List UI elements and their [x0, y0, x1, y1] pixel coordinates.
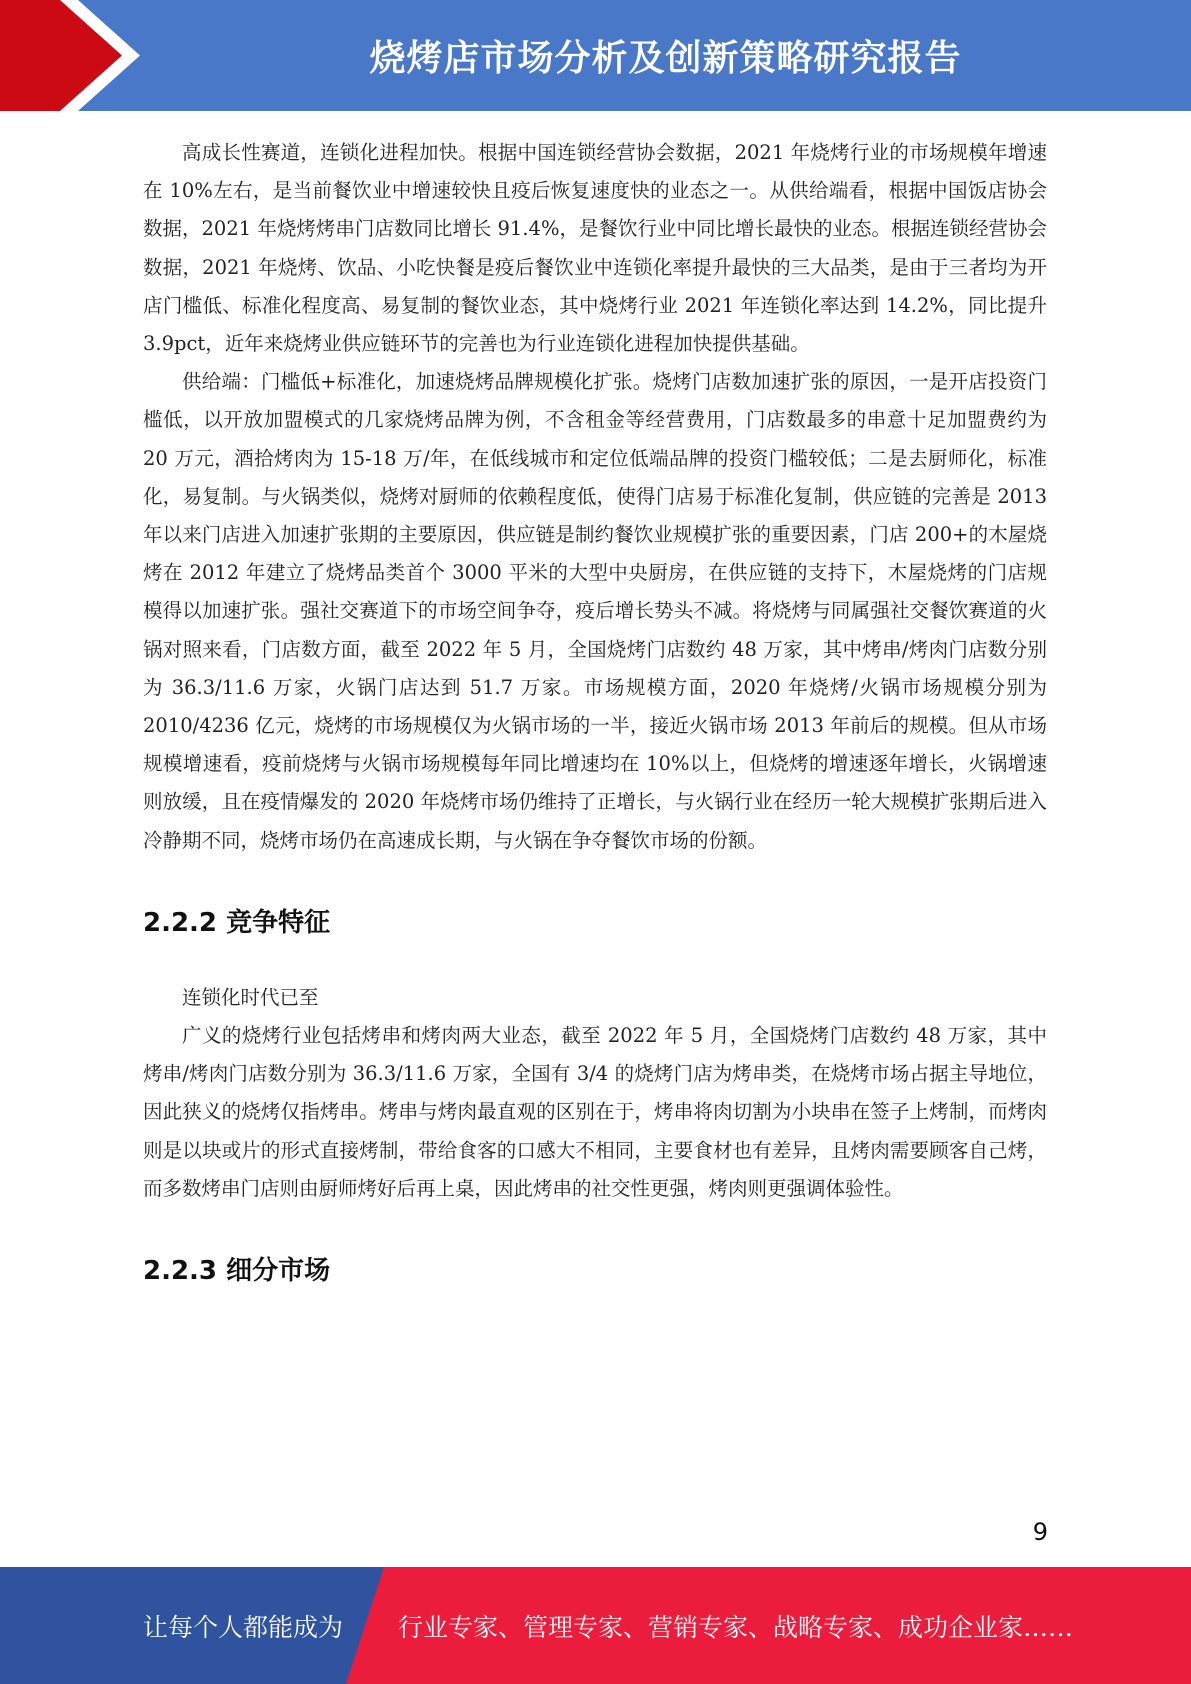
- section-heading-competition: 2.2.2 竞争特征: [143, 907, 331, 938]
- page-number: 9: [1032, 1518, 1048, 1546]
- page-header: [0, 0, 1191, 111]
- report-title: 烧烤店市场分析及创新策略研究报告: [369, 38, 962, 79]
- header-chevron-decoration: [0, 0, 160, 111]
- footer-slogan-left: 让每个人都能成为: [143, 1612, 344, 1642]
- paragraph-chain-era: 连锁化时代已至: [182, 985, 319, 1009]
- paragraph-broad-bbq: 广义的烧烤行业包括烤串和烤肉两大业态，截至 2022 年 5 月，全国烧烤门店数约 48 万家，其中烤串/烤肉门店数分别为 36.3/11.6 万家，全国有 3/4 的烧烤门店为烤串类，在烧烤市场占据主导地位，因此狭义的烧烤仅指烤串。烤串与烤肉最直观的区别在于，烤串将肉切割为小块串在签子上烤制，而烤肉则是以块或片的形式直接烤制，带给食客的口感大不相同，主要食材也有差异，且烤肉需要顾客自己烤，而多数烤串门店则由厨师烤好后再上桌，因此烤串的社交性更强，烤肉则更强调体验性。: [143, 1024, 1047, 1200]
- page-footer: [0, 1567, 1191, 1684]
- paragraph-supply-side: 供给端：门槛低+标准化，加速烧烤品牌规模化扩张。烧烤门店数加速扩张的原因，一是开店投资门槛低，以开放加盟模式的几家烧烤品牌为例，不含租金等经营费用，门店数最多的串意十足加盟费约为 20 万元，酒拾烤肉为 15-18 万/年，在低线城市和定位低端品牌的投资门槛较低；二是去厨师化，标准化，易复制。与火锅类似，烧烤对厨师的依赖程度低，使得门店易于标准化复制，供应链的完善是 2013 年以来门店进入加速扩张期的主要原因，供应链是制约餐饮业规模扩张的重要因素，门店 200+的木屋烧烤在 2012 年建立了烧烤品类首个 3000 平米的大型中央厨房，在供应链的支持下，木屋烧烤的门店规模得以加速扩张。强社交赛道下的市场空间争夺，疫后增长势头不减。将烧烤与同属强社交餐饮赛道的火锅对照来看，门店数方面，截至 2022 年 5 月，全国烧烤门店数约 48 万家，其中烤串/烤肉门店数分别为 36.3/11.6 万家，火锅门店达到 51.7 万家。市场规模方面，2020 年烧烤/火锅市场规模分别为 2010/4236 亿元，烧烤的市场规模仅为火锅市场的一半，接近火锅市场 2013 年前后的规模。但从市场规模增速看，疫前烧烤与火锅市场规模每年同比增速均在 10%以上，但烧烤的增速逐年增长，火锅增速则放缓，且在疫情爆发的 2020 年烧烤市场仍维持了正增长，与火锅行业在经历一轮大规模扩张期后进入冷静期不同，烧烤市场仍在高速成长期，与火锅在争夺餐饮市场的份额。: [143, 370, 1047, 852]
- section-heading-segments: 2.2.3 细分市场: [143, 1256, 331, 1287]
- footer-slogan-right: 行业专家、管理专家、营销专家、战略专家、成功企业家……: [398, 1612, 1074, 1642]
- paragraph-growth: 高成长性赛道，连锁化进程加快。根据中国连锁经营协会数据，2021 年烧烤行业的市场规模年增速在 10%左右，是当前餐饮业中增速较快且疫后恢复速度快的业态之一。从供给端看，根据中国饭店协会数据，2021 年烧烤烤串门店数同比增长 91.4%，是餐饮行业中同比增长最快的业态。根据连锁经营协会数据，2021 年烧烤、饮品、小吃快餐是疫后餐饮业中连锁化率提升最快的三大品类，是由于三者均为开店门槛低、标准化程度高、易复制的餐饮业态，其中烧烤行业 2021 年连锁化率达到 14.2%，同比提升 3.9pct，近年来烧烤业供应链环节的完善也为行业连锁化进程加快提供基础。: [143, 141, 1047, 356]
- main-content: [143, 134, 1047, 1287]
